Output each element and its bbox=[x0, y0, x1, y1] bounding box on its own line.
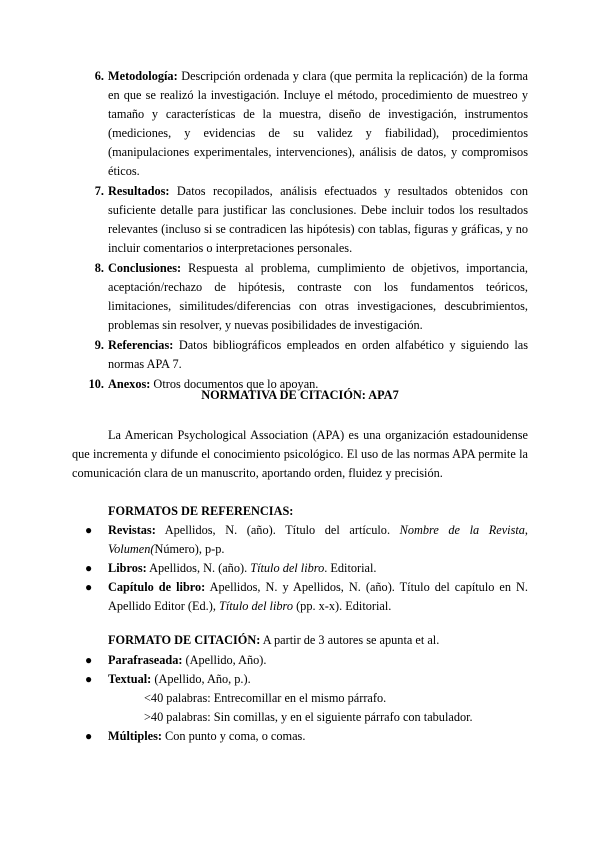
formats-list bbox=[0, 521, 600, 616]
item-text: (Apellido, Año, p.). bbox=[151, 672, 251, 686]
item-text: Datos recopilados, análisis efectuados y resultados obtenidos con suficiente detalle para justificar las conclusiones. Debe incluir todos los resultados relevantes (incluso si se contradicen las hipótesis) con tablas, figuras y gráficas, y no incluir comentarios o interpretaciones personales. bbox=[108, 184, 528, 255]
citation-heading-label: FORMATO DE CITACIÓN: bbox=[108, 633, 261, 647]
list-item bbox=[0, 259, 600, 335]
item-term: Textual: bbox=[108, 672, 152, 686]
bullet-icon: ● bbox=[85, 653, 93, 667]
item-term: Libros: bbox=[108, 561, 147, 575]
item-text: (pp. x-x). Editorial. bbox=[293, 599, 392, 613]
citation-heading-note: A partir de 3 autores se apunta et al. bbox=[260, 633, 440, 647]
citation-list bbox=[0, 651, 600, 746]
item-number: 7. bbox=[94, 184, 104, 198]
textual-sub-item: <40 palabras: Entrecomillar en el mismo párrafo. bbox=[144, 691, 387, 705]
item-text: Respuesta al problema, cumplimiento de objetivos, importancia, aceptación/rechazo de hipótesis, contraste con los fundamentos teóricos, limitaciones, similitudes/diferencias con otras investigaciones, descubrimientos, problemas sin resolver, y nuevas posibilidades de investigación. bbox=[108, 261, 528, 332]
item-term: Revistas: bbox=[108, 523, 156, 537]
bullet-icon: ● bbox=[85, 672, 93, 686]
item-term: Referencias: bbox=[108, 338, 174, 352]
item-number: 10. bbox=[88, 377, 104, 391]
bullet-icon: ● bbox=[85, 580, 93, 594]
list-item bbox=[0, 559, 600, 578]
list-item bbox=[0, 521, 600, 559]
numbered-list bbox=[0, 67, 600, 395]
item-text: , bbox=[524, 523, 528, 537]
list-item bbox=[0, 182, 600, 258]
item-italic: Título del libro bbox=[250, 561, 325, 575]
item-text: Número), p-p. bbox=[154, 542, 225, 556]
item-text: Descripción ordenada y clara (que permita la replicación) de la forma en que se realizó la investigación. Incluye el método, procedimiento de muestreo y tamaño y características de la muestra, diseño de investigación, instrumentos (mediciones, y evidencias de su validez y fiabilidad), procedimientos (manipulaciones experimentales, intervenciones), análisis de datos, y compromisos éticos. bbox=[108, 69, 528, 178]
list-item bbox=[0, 336, 600, 374]
list-item bbox=[0, 727, 600, 746]
citation-heading bbox=[108, 631, 439, 650]
item-text: Datos bibliográficos empleados en orden alfabético y siguiendo las normas APA 7. bbox=[108, 338, 528, 371]
list-item bbox=[0, 578, 600, 616]
item-text: Otros documentos que lo apoyan. bbox=[150, 377, 319, 391]
bullet-icon: ● bbox=[85, 561, 93, 575]
item-term: Conclusiones: bbox=[108, 261, 182, 275]
item-text: Apellidos, N. y Apellidos, N. (año). Título del capítulo en N. Apellido Editor (Ed.), bbox=[108, 580, 528, 613]
list-item bbox=[0, 670, 600, 689]
bullet-icon: ● bbox=[85, 523, 93, 537]
item-term: Resultados: bbox=[108, 184, 170, 198]
item-term: Metodología: bbox=[108, 69, 178, 83]
textual-sub-item: >40 palabras: Sin comillas, y en el siguiente párrafo con tabulador. bbox=[144, 710, 473, 724]
item-text: Apellidos, N. (año). Título del artículo. bbox=[155, 523, 400, 537]
section-title: NORMATIVA DE CITACIÓN: APA7 bbox=[201, 388, 399, 402]
item-text: (Apellido, Año). bbox=[182, 653, 267, 667]
formats-heading: FORMATOS DE REFERENCIAS: bbox=[108, 504, 294, 518]
item-text: Con punto y coma, o comas. bbox=[161, 729, 306, 743]
list-item bbox=[0, 67, 600, 181]
item-text: . Editorial. bbox=[324, 561, 377, 575]
item-italic: Volumen( bbox=[108, 542, 155, 556]
item-term: Múltiples: bbox=[108, 729, 162, 743]
item-term: Anexos: bbox=[108, 377, 151, 391]
item-text: Apellidos, N. (año). bbox=[146, 561, 251, 575]
intro-paragraph: La American Psychological Association (APA) es una organización estadounidense que incrementa y difunde el conocimiento psicológico. El uso de las normas APA permite la comunicación clara de un manuscrito, aportando orden, fluidez y precisión. bbox=[72, 428, 528, 480]
list-item bbox=[0, 651, 600, 670]
item-italic: Nombre de la Revista bbox=[399, 523, 525, 537]
bullet-icon: ● bbox=[85, 729, 93, 743]
item-term: Parafraseada: bbox=[108, 653, 183, 667]
item-number: 6. bbox=[94, 69, 104, 83]
item-number: 9. bbox=[94, 338, 104, 352]
item-italic: Título del libro bbox=[219, 599, 294, 613]
item-term: Capítulo de libro: bbox=[108, 580, 206, 594]
item-number: 8. bbox=[94, 261, 104, 275]
